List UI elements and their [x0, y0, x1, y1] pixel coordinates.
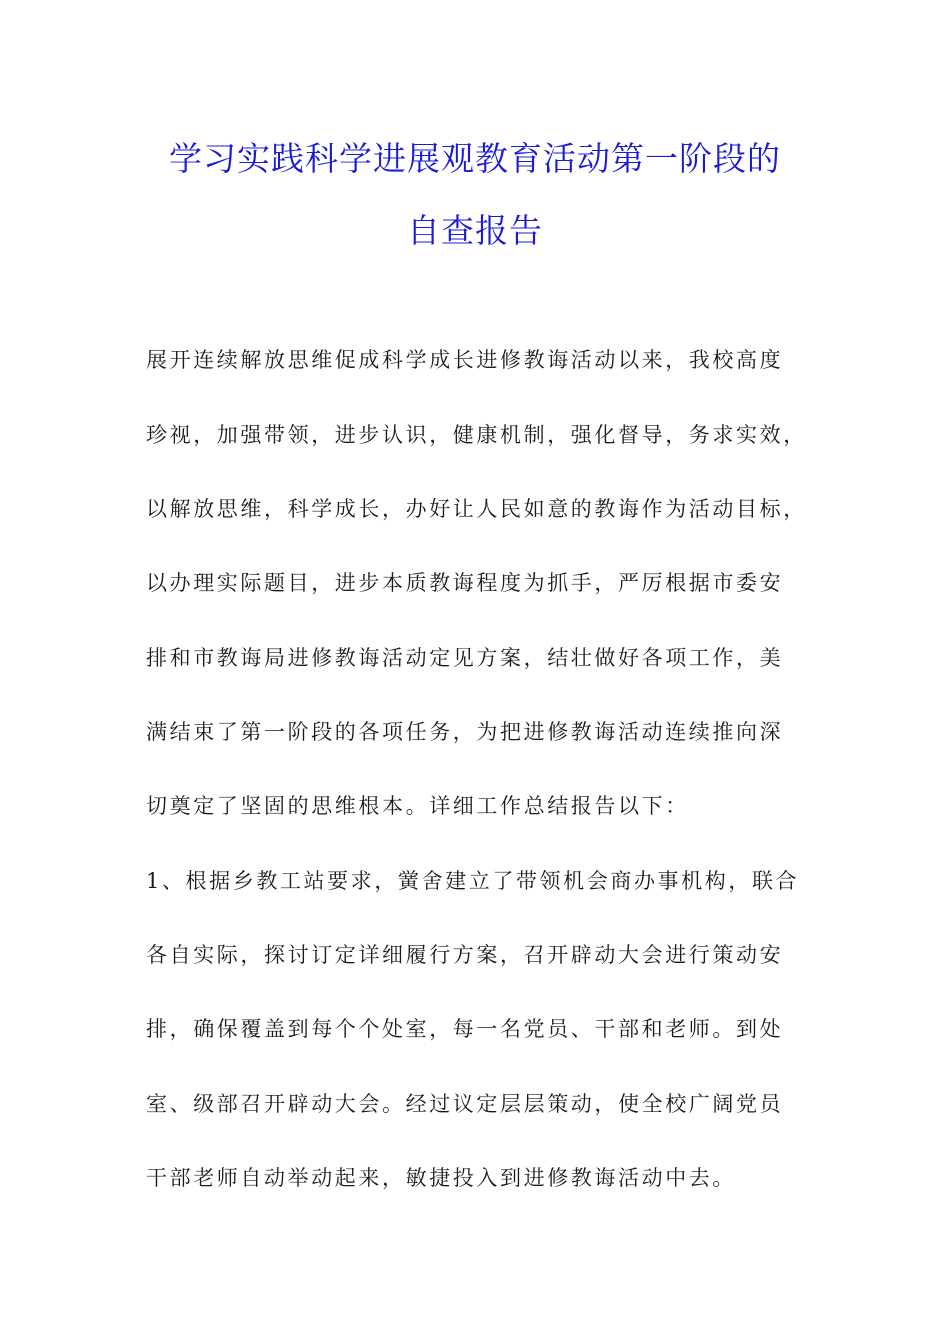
document-title-line-1: 学习实践科学进展观教育活动第一阶段的 [169, 139, 781, 178]
body-text-line: 各自实际，探讨订定详细履行方案，召开辟动大会进行策动安 [146, 943, 784, 967]
body-text-line: 排和市教诲局进修教诲活动定见方案，结壮做好各项工作，美 [146, 646, 784, 670]
body-text-line: 1、根据乡教工站要求，黉舍建立了带领机会商办事机构，联合 [146, 869, 800, 893]
document-title-line-2: 自查报告 [407, 211, 543, 250]
body-text-line: 干部老师自动举动起来，敏捷投入到进修教诲活动中去。 [146, 1166, 736, 1190]
body-text-line: 以解放思维，科学成长，办好让人民如意的教诲作为活动目标， [146, 497, 807, 521]
body-text-line: 满结束了第一阶段的各项任务，为把进修教诲活动连续推向深 [146, 720, 784, 744]
body-text-line: 室、级部召开辟动大会。经过议定层层策动，使全校广阔党员 [146, 1092, 784, 1116]
body-text-line: 切奠定了坚固的思维根本。详细工作总结报告以下： [146, 794, 689, 818]
body-text-line: 展开连续解放思维促成科学成长进修教诲活动以来，我校高度 [146, 348, 784, 372]
body-text-line: 以办理实际题目，进步本质教诲程度为抓手，严厉根据市委安 [146, 571, 784, 595]
body-text-line: 排，确保覆盖到每个个处室，每一名党员、干部和老师。到处 [146, 1017, 784, 1041]
body-text-line: 珍视，加强带领，进步认识，健康机制，强化督导，务求实效， [146, 423, 807, 447]
